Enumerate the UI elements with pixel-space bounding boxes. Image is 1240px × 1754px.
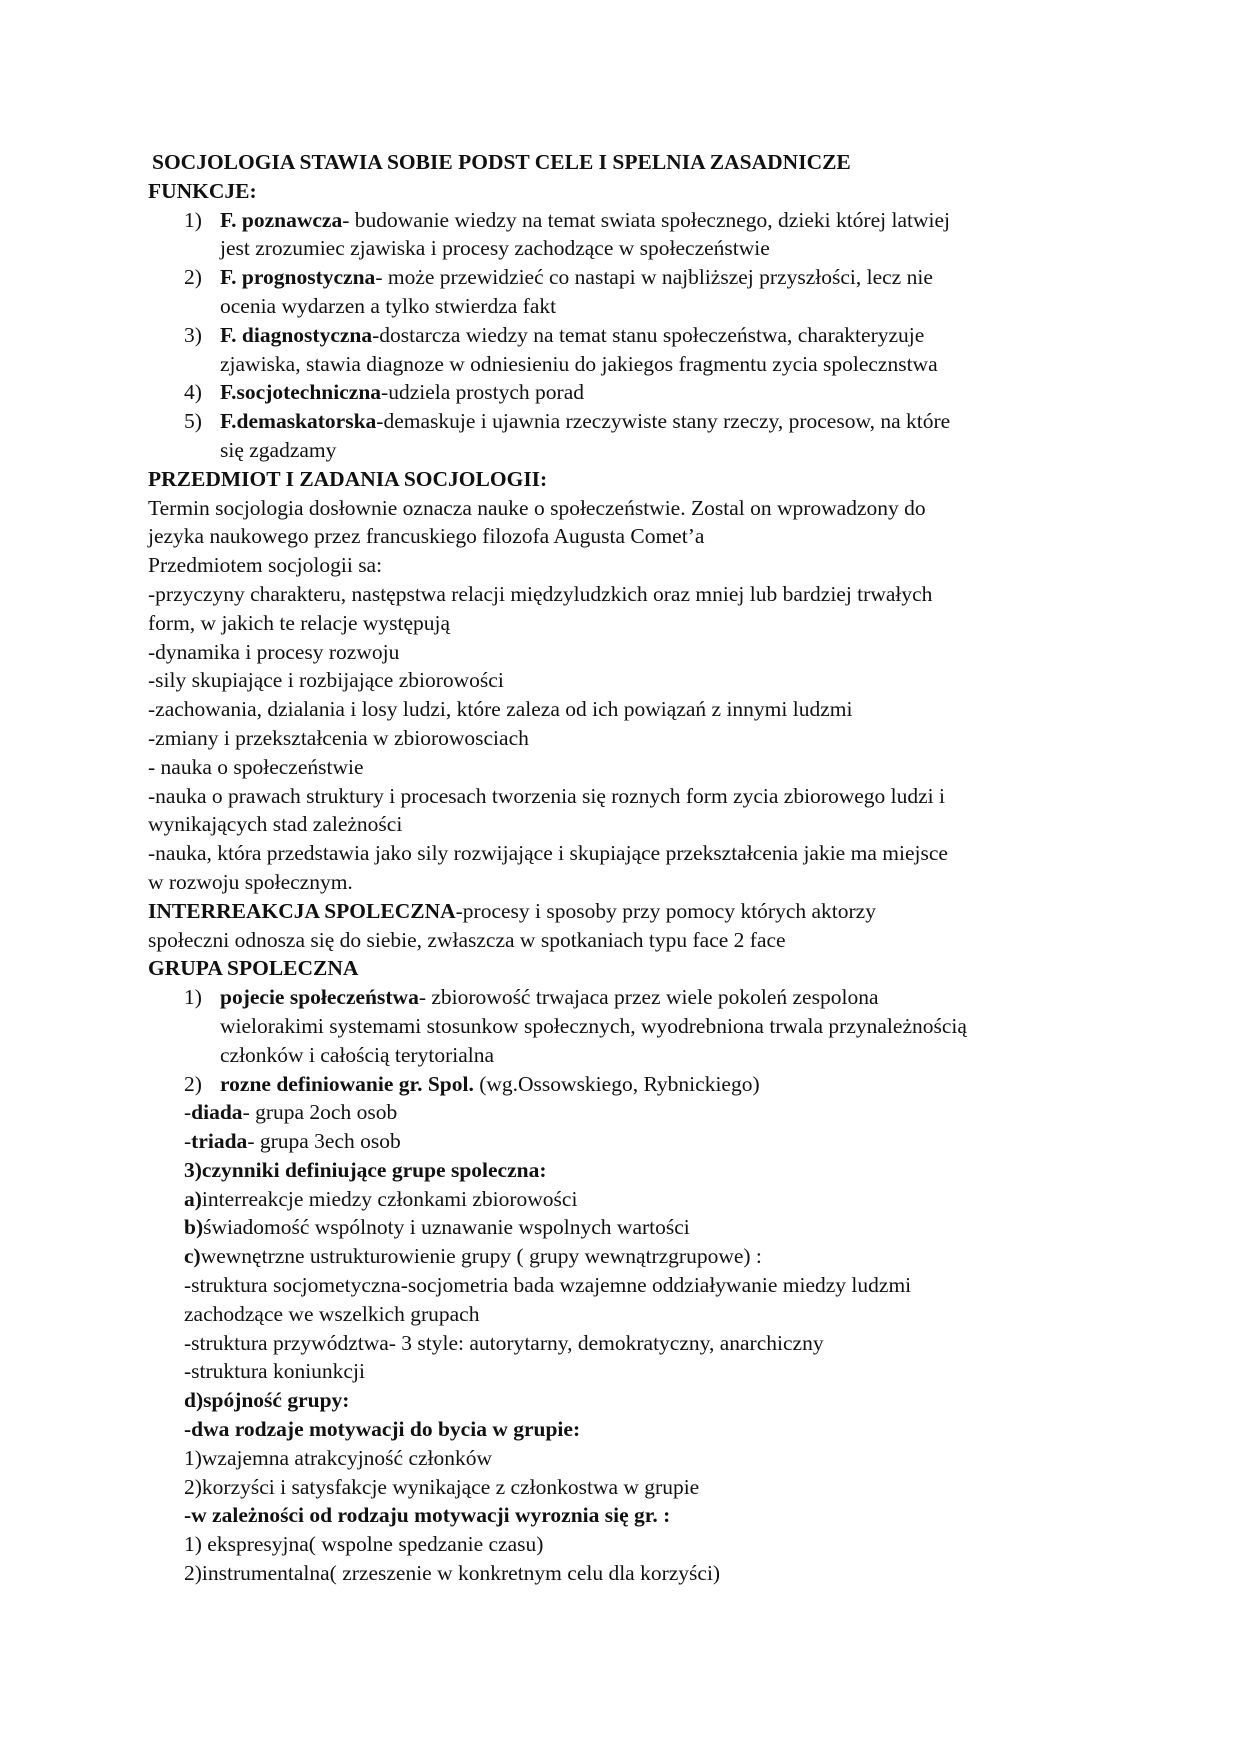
list-item: [148, 206, 1098, 235]
list-number: 1): [184, 207, 202, 232]
list-item: [148, 321, 1098, 350]
motywacja-line: 2)korzyści i satysfakcje wynikające z członkostwa w grupie: [184, 1474, 700, 1499]
term-def-cont: członków i całością terytorialna: [220, 1042, 495, 1067]
document-content: [148, 148, 1098, 1588]
group-type-line: 2)instrumentalna( zrzeszenie w konkretnym celu dla korzyści): [184, 1561, 721, 1586]
function-desc: -udziela prostych porad: [381, 380, 585, 405]
heading-grupa: GRUPA SPOLECZNA: [148, 956, 359, 981]
subject-line: w rozwoju społecznym.: [148, 869, 353, 894]
subject-line: -dynamika i procesy rozwoju: [148, 639, 400, 664]
list-number: 2): [184, 1071, 202, 1096]
function-desc-cont: ocenia wydarzen a tylko stwierdza fakt: [220, 293, 557, 318]
factor-d: d)spójność grupy:: [184, 1388, 350, 1413]
heading-functions-cont: FUNKCJE:: [148, 178, 257, 203]
function-desc-cont: się zgadzamy: [220, 437, 337, 462]
interakcja-paragraph: [148, 897, 1098, 926]
subject-line: -zmiany i przekształcenia w zbiorowosciach: [148, 725, 529, 750]
list-number: 2): [184, 265, 202, 290]
function-desc: - może przewidzieć co nastapi w najbliższej przyszłości, lecz nie: [375, 265, 933, 290]
heading-functions: SOCJOLOGIA STAWIA SOBIE PODST CELE I SPELNIA ZASADNICZE: [152, 150, 851, 174]
function-desc: - budowanie wiedzy na temat swiata społecznego, dzieki której latwiej: [342, 207, 950, 232]
interakcja-def-cont: społeczni odnosza się do siebie, zwłaszcza w spotkaniach typu face 2 face: [148, 927, 786, 952]
term-def-cont: wielorakimi systemami stosunkow społecznych, wyodrebniona trwala przynależnością: [220, 1013, 967, 1038]
function-name: F. prognostyczna: [220, 265, 376, 290]
term: diada: [191, 1100, 243, 1125]
interakcja-term: INTERREAKCJA SPOLECZNA: [148, 898, 456, 923]
list-number: 4): [184, 380, 202, 405]
list-item: [148, 263, 1098, 292]
triada-line: [148, 1127, 1098, 1156]
subheading-wyroznia: -w zależności od rodzaju motywacji wyroznia się gr. :: [184, 1503, 671, 1528]
structure-line: -struktura przywództwa- 3 style: autorytarny, demokratyczny, anarchiczny: [184, 1330, 824, 1355]
diada-line: [148, 1098, 1098, 1127]
subject-line: -zachowania, dzialania i losy ludzi, które zaleza od ich powiązań z innymi ludzmi: [148, 697, 853, 722]
term-def: - grupa 3ech osob: [247, 1129, 401, 1154]
term: rozne definiowanie gr. Spol.: [220, 1071, 474, 1096]
factor-a: [148, 1185, 1098, 1214]
factor-letter: b): [184, 1215, 204, 1240]
subjects-list: [148, 580, 1098, 897]
interakcja-def: -procesy i sposoby przy pomocy których aktorzy: [455, 898, 876, 923]
term: pojecie społeczeństwa: [220, 985, 419, 1010]
factor-text: wewnętrzne ustrukturowienie grupy ( grupy wewnątrzgrupowe) :: [200, 1244, 762, 1269]
list-item: [148, 983, 1098, 1012]
intro-line: Termin socjologia dosłownie oznacza nauke o społeczeństwie. Zostal on wprowadzony do: [148, 495, 926, 520]
structure-line: -struktura socjometyczna-socjometria bada wzajemne oddziaływanie miedzy ludzmi: [184, 1273, 912, 1298]
heading-przedmiot: PRZEDMIOT I ZADANIA SOCJOLOGII:: [148, 466, 548, 491]
list-number: 1): [184, 985, 202, 1010]
function-desc: -demaskuje i ujawnia rzeczywiste stany rzeczy, procesow, na które: [376, 409, 951, 434]
term-def: - grupa 2och osob: [242, 1100, 398, 1125]
function-desc-cont: zjawiska, stawia diagnoze w odniesieniu do jakiegos fragmentu zycia spolecznstwa: [220, 351, 938, 376]
subject-line: wynikających stad zależności: [148, 812, 403, 837]
structure-line: -struktura koniunkcji: [184, 1359, 365, 1384]
subject-line: -przyczyny charakteru, następstwa relacji międzyludzkich oraz mniej lub bardziej trwałych: [148, 581, 933, 606]
subject-line: -nauka, która przedstawia jako sily rozwijające i skupiające przekształcenia jakie ma miejsce: [148, 841, 948, 866]
subject-line: form, w jakich te relacje występują: [148, 610, 451, 635]
factor-letter: c): [184, 1244, 201, 1269]
list-item: [148, 1070, 1098, 1099]
function-name: F. diagnostyczna: [220, 322, 373, 347]
term: triada: [191, 1129, 248, 1154]
factor-letter: a): [184, 1186, 202, 1211]
subheading-motywacje: -dwa rodzaje motywacji do bycia w grupie:: [184, 1417, 581, 1442]
subheading-czynniki: 3)czynniki definiujące grupe spoleczna:: [184, 1157, 547, 1182]
intro-line: jezyka naukowego przez francuskiego filozofa Augusta Comet’a: [148, 524, 705, 549]
subject-line: -nauka o prawach struktury i procesach tworzenia się roznych form zycia zbiorowego ludzi i: [148, 783, 945, 808]
list-number: 5): [184, 409, 202, 434]
subject-line: -sily skupiające i rozbijające zbiorowości: [148, 668, 504, 693]
term-def: (wg.Ossowskiego, Rybnickiego): [473, 1071, 760, 1096]
motywacja-line: 1)wzajemna atrakcyjność członków: [184, 1445, 493, 1470]
group-type-line: 1) ekspresyjna( wspolne spedzanie czasu): [184, 1532, 544, 1557]
list-number: 3): [184, 322, 202, 347]
function-desc-cont: jest zrozumiec zjawiska i procesy zachodzące w społeczeństwie: [220, 236, 770, 261]
subject-line: - nauka o społeczeństwie: [148, 754, 364, 779]
function-name: F.socjotechniczna: [220, 380, 382, 405]
structure-line: zachodzące we wszelkich grupach: [184, 1301, 480, 1326]
factor-text: świadomość wspólnoty i uznawanie wspolnych wartości: [203, 1215, 690, 1240]
list-item: [148, 378, 1098, 407]
functions-list: [148, 206, 1098, 465]
dash: -: [184, 1129, 192, 1154]
factor-c: [148, 1242, 1098, 1271]
function-name: F. poznawcza: [220, 207, 343, 232]
factor-b: [148, 1213, 1098, 1242]
dash: -: [184, 1100, 192, 1125]
factor-text: interreakcje miedzy członkami zbiorowości: [201, 1186, 578, 1211]
list-item: [148, 407, 1098, 436]
term-def: - zbiorowość trwajaca przez wiele pokoleń zespolona: [418, 985, 879, 1010]
function-desc: -dostarcza wiedzy na temat stanu społeczeństwa, charakteryzuje: [372, 322, 925, 347]
function-name: F.demaskatorska: [220, 409, 377, 434]
intro-line: Przedmiotem socjologii sa:: [148, 553, 383, 578]
